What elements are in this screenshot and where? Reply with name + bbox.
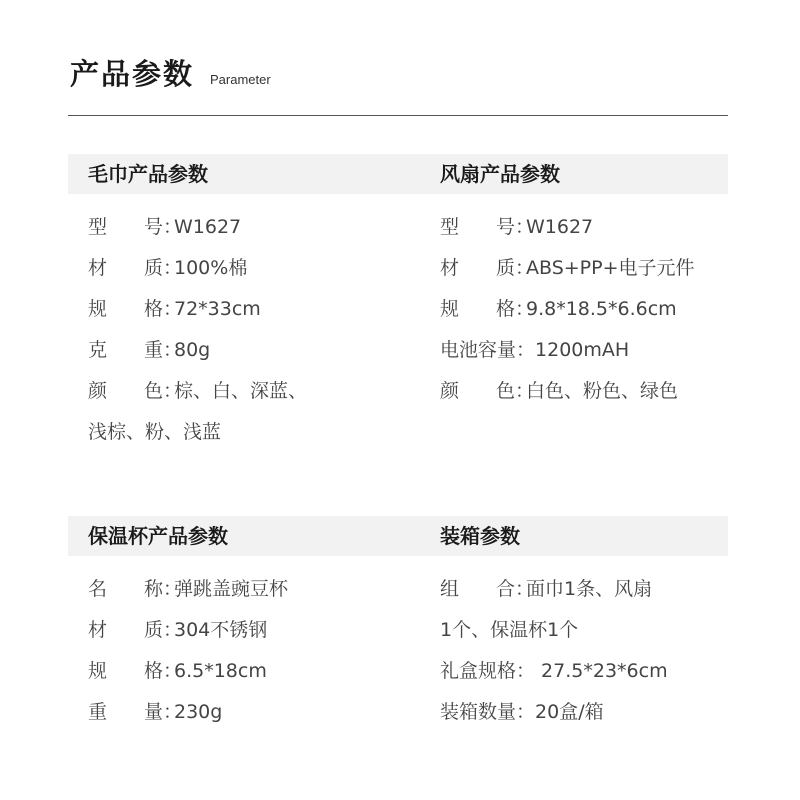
spec-value: 80g xyxy=(174,339,211,361)
spec-value: 27.5*23*6cm xyxy=(535,660,668,682)
spec-label-char: 质： xyxy=(496,257,535,279)
spec-value: 20盒/箱 xyxy=(535,701,604,723)
towel-spec-color xyxy=(88,371,307,412)
spec-label: 装箱数量： xyxy=(440,701,536,723)
spec-label-char: 质： xyxy=(144,257,183,279)
spec-label: 礼盒规格： xyxy=(440,660,536,682)
spec-label: 电池容量： xyxy=(440,339,536,361)
spec-value: 面巾1条、风扇 xyxy=(526,578,653,600)
spec-label-char: 合： xyxy=(496,578,535,600)
towel-section-title: 毛巾产品参数 xyxy=(88,162,208,186)
spec-label-char: 颜 xyxy=(88,380,108,402)
spec-label-char: 颜 xyxy=(440,380,460,402)
spec-value: 72*33cm xyxy=(174,298,261,320)
cup-spec-size xyxy=(88,651,288,692)
fan-spec-color xyxy=(440,371,695,412)
cup-section-title: 保温杯产品参数 xyxy=(88,524,228,548)
fan-spec-battery xyxy=(440,330,695,371)
spec-label-char: 量： xyxy=(144,701,183,723)
fan-section-title: 风扇产品参数 xyxy=(440,162,560,186)
packing-spec-combo-continuation: 1个、保温杯1个 xyxy=(440,619,579,641)
spec-label-char: 名 xyxy=(88,578,108,600)
packing-spec-giftbox-size xyxy=(440,651,668,692)
spec-value: 304不锈钢 xyxy=(174,619,268,641)
spec-value: 1200mAH xyxy=(535,339,630,361)
spec-label-char: 格： xyxy=(144,660,183,682)
spec-label-char: 格： xyxy=(144,298,183,320)
spec-value: W1627 xyxy=(174,216,242,238)
page-header xyxy=(70,52,271,93)
page-title: 产品参数 xyxy=(70,57,195,91)
spec-value: 白色、粉色、绿色 xyxy=(526,380,679,402)
spec-label-char: 克 xyxy=(88,339,108,361)
spec-label-char: 材 xyxy=(88,619,108,641)
page-subtitle: Parameter xyxy=(210,72,271,87)
spec-value: 6.5*18cm xyxy=(174,660,267,682)
spec-label-char: 材 xyxy=(88,257,108,279)
spec-label-char: 重 xyxy=(88,701,108,723)
fan-spec-list xyxy=(440,207,695,412)
fan-spec-size xyxy=(440,289,695,330)
cup-spec-name xyxy=(88,569,288,610)
cup-spec-material xyxy=(88,610,288,651)
spec-label-char: 规 xyxy=(88,660,108,682)
spec-value: 230g xyxy=(174,701,223,723)
spec-label-char: 格： xyxy=(496,298,535,320)
towel-spec-model xyxy=(88,207,307,248)
packing-section-title: 装箱参数 xyxy=(440,524,520,548)
spec-value: ABS+PP+电子元件 xyxy=(526,257,695,279)
spec-label-char: 组 xyxy=(440,578,460,600)
cup-spec-list xyxy=(88,569,288,733)
spec-value: W1627 xyxy=(526,216,594,238)
fan-spec-material xyxy=(440,248,695,289)
spec-label-char: 材 xyxy=(440,257,460,279)
spec-label-char: 号： xyxy=(144,216,183,238)
spec-label-char: 称： xyxy=(144,578,183,600)
towel-spec-size xyxy=(88,289,307,330)
spec-label-char: 规 xyxy=(440,298,460,320)
fan-spec-model xyxy=(440,207,695,248)
spec-label-char: 号： xyxy=(496,216,535,238)
spec-label-char: 规 xyxy=(88,298,108,320)
spec-value: 棕、白、深蓝、 xyxy=(174,380,308,402)
packing-spec-box-quantity xyxy=(440,692,668,733)
towel-spec-material xyxy=(88,248,307,289)
spec-label-char: 色： xyxy=(496,380,535,402)
spec-value: 100%棉 xyxy=(174,257,248,279)
packing-spec-combo xyxy=(440,569,668,610)
packing-spec-list xyxy=(440,569,668,733)
towel-spec-weight xyxy=(88,330,307,371)
spec-label-char: 重： xyxy=(144,339,183,361)
spec-label-char: 型 xyxy=(440,216,460,238)
towel-spec-list xyxy=(88,207,307,453)
header-divider xyxy=(68,115,728,116)
towel-spec-color-continuation: 浅棕、粉、浅蓝 xyxy=(88,421,222,443)
spec-value: 弹跳盖豌豆杯 xyxy=(174,578,289,600)
spec-label-char: 色： xyxy=(144,380,183,402)
spec-label-char: 型 xyxy=(88,216,108,238)
cup-spec-weight xyxy=(88,692,288,733)
spec-label-char: 质： xyxy=(144,619,183,641)
spec-value: 9.8*18.5*6.6cm xyxy=(526,298,677,320)
